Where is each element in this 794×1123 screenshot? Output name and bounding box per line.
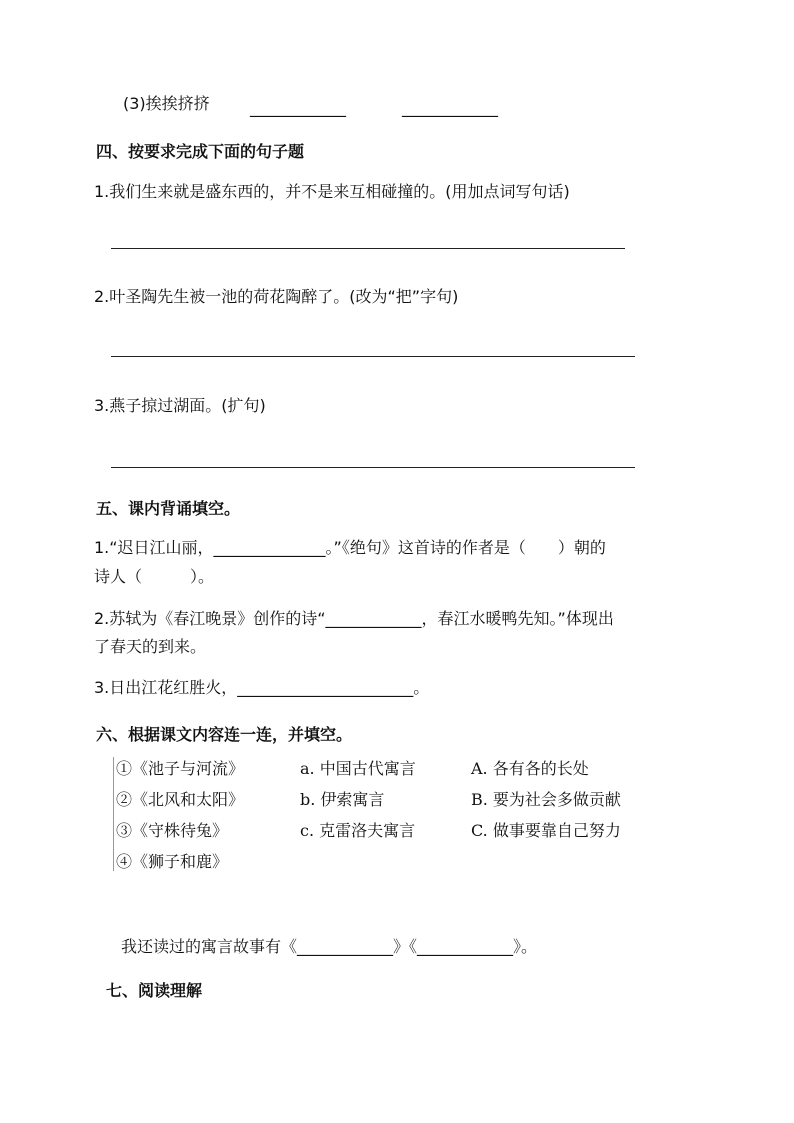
section-5-title: 五、课内背诵填空。: [96, 499, 241, 518]
section-5-question-3: 3.日出江花红胜火，______________________。: [94, 678, 430, 697]
source-item[interactable]: b. 伊索寓言: [300, 790, 385, 809]
item-3-blank-2[interactable]: ____________: [402, 98, 498, 117]
section-4-question-2: 2.叶圣陶先生被一池的荷花陶醉了。(改为“把”字句): [94, 287, 459, 306]
moral-column: [471, 753, 621, 846]
item-3-blank-1[interactable]: ____________: [250, 98, 346, 117]
story-item[interactable]: ③《守株待兔》: [116, 821, 229, 840]
story-item[interactable]: ④《狮子和鹿》: [116, 852, 229, 871]
section-4-question-3: 3.燕子掠过湖面。(扩句): [94, 396, 266, 415]
moral-item[interactable]: C. 做事要靠自己努力: [471, 821, 621, 840]
story-item[interactable]: ②《北风和太阳》: [116, 790, 245, 809]
extra-fables-line: 我还读过的寓言故事有《____________》《____________》。: [121, 937, 538, 956]
section-4-question-1: 1.我们生来就是盛东西的，并不是来互相碰撞的。(用加点词写句话): [94, 182, 570, 201]
source-column: [300, 753, 416, 846]
section-5-question-2-line-1: 2.苏轼为《春江晚景》创作的诗“____________，春江水暖鸭先知。”体现出: [94, 609, 614, 628]
answer-line-4-1[interactable]: [111, 248, 625, 249]
section-5-question-1-line-2: 诗人（ ）。: [94, 567, 215, 586]
section-6-title: 六、根据课文内容连一连，并填空。: [96, 725, 353, 744]
section-5-question-2-line-2: 了春天的到来。: [94, 637, 207, 656]
section-4-title: 四、按要求完成下面的句子题: [96, 142, 305, 161]
story-item[interactable]: ①《池子与河流》: [116, 759, 245, 778]
section-5-question-1-line-1: 1.“迟日江山丽，______________。”《绝句》这首诗的作者是（ ）朝的: [94, 538, 606, 557]
answer-line-4-2[interactable]: [111, 356, 635, 357]
moral-item[interactable]: B. 要为社会多做贡献: [471, 790, 621, 809]
item-3-label: (3)挨挨挤挤: [123, 94, 210, 113]
moral-item[interactable]: A. 各有各的长处: [471, 759, 589, 778]
answer-line-4-3[interactable]: [111, 467, 635, 468]
source-item[interactable]: a. 中国古代寓言: [300, 759, 416, 778]
source-item[interactable]: c. 克雷洛夫寓言: [300, 821, 416, 840]
section-7-title: 七、阅读理解: [106, 981, 203, 1000]
column-divider: [113, 757, 114, 871]
story-column: [116, 753, 244, 877]
